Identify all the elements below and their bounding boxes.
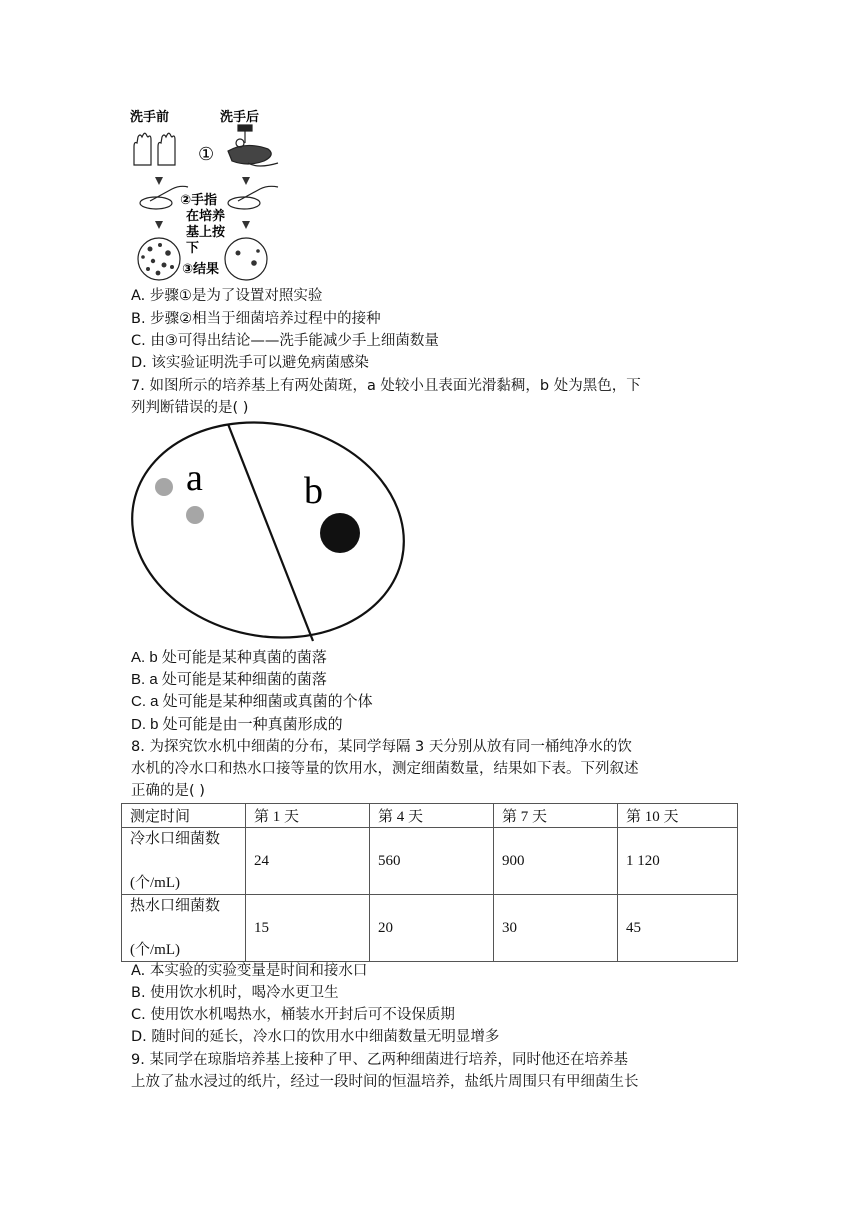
q6-option-b: B. 步骤②相当于细菌培养过程中的接种 [131,311,381,327]
row-label-line: 热水口细菌数 [130,898,221,914]
petri-dish-before [138,238,180,280]
table-cell: 20 [370,895,494,962]
colony-a1 [155,478,173,496]
q9-stem-line1: 9. 某同学在琼脂培养基上接种了甲、乙两种细菌进行培养，同时他还在培养基 [131,1052,628,1068]
label-after-wash: 洗手后 [220,110,260,125]
row-label-spacer [130,917,237,939]
table-cell: 45 [618,895,738,962]
table-header-cell: 测定时间 [122,804,246,828]
hands-before-icon [134,133,175,165]
step2-line4: 下 [186,241,200,256]
washing-hands-icon [228,125,278,166]
q8-option-c: C. 使用饮水机喝热水，桶装水开封后可不设保质期 [131,1007,455,1023]
q8-option-b: B. 使用饮水机时，喝冷水更卫生 [131,985,339,1001]
handwash-figure [128,103,293,283]
q7-option-a: A. b 处可能是某种真菌的菌落 [131,649,327,666]
q8-stem-line3: 正确的是( ) [131,783,205,799]
row-label-hot [122,895,246,962]
table-header-row [122,804,738,828]
table-cell: 900 [494,828,618,895]
q7-option-c: C. a 处可能是某种细菌或真菌的个体 [131,693,373,710]
table-row [122,828,738,895]
table-cell: 30 [494,895,618,962]
table-header-cell: 第 1 天 [246,804,370,828]
petri-dish-after [225,238,267,280]
q6-option-a: A. 步骤①是为了设置对照实验 [131,288,323,304]
bacteria-count-table [121,803,738,962]
culture-dish-figure [128,420,410,645]
q7-stem-line1: 7. 如图所示的培养基上有两处菌斑，a 处较小且表面光滑黏稠，b 处为黑色，下 [131,378,641,394]
row-label-line: (个/mL) [130,875,180,891]
q7-option-b: B. a 处可能是某种细菌的菌落 [131,671,327,688]
q8-option-d: D. 随时间的延长，冷水口的饮用水中细菌数量无明显增多 [131,1029,500,1045]
row-label-cold [122,828,246,895]
colony-b [320,513,360,553]
table-cell: 24 [246,828,370,895]
row-label-spacer [130,850,237,872]
region-label-a: a [186,457,203,499]
table-cell: 560 [370,828,494,895]
table-header-cell: 第 10 天 [618,804,738,828]
q6-option-d: D. 该实验证明洗手可以避免病菌感染 [131,355,369,371]
region-label-b: b [304,470,323,512]
step3-label: ③结果 [182,262,220,277]
q8-stem-line2: 水机的冷水口和热水口接等量的饮用水，测定细菌数量，结果如下表。下列叙述 [131,761,639,777]
q7-option-d: D. b 处可能是由一种真菌形成的 [131,716,343,733]
step2-line3: 基上按 [186,225,226,240]
table-cell: 15 [246,895,370,962]
q7-stem-line2: 列判断错误的是( ) [131,400,249,416]
table-cell: 1 120 [618,828,738,895]
q6-option-c: C. 由③可得出结论——洗手能减少手上细菌数量 [131,333,439,349]
q8-option-a: A. 本实验的实验变量是时间和接水口 [131,963,368,979]
row-label-line: (个/mL) [130,942,180,958]
q9-stem-line2: 上放了盐水浸过的纸片，经过一段时间的恒温培养，盐纸片周围只有甲细菌生长 [131,1074,639,1090]
table-row [122,895,738,962]
label-before-wash: 洗手前 [130,110,170,125]
row-label-line: 冷水口细菌数 [130,831,221,847]
table-header-cell: 第 7 天 [494,804,618,828]
table-header-cell: 第 4 天 [370,804,494,828]
step1-marker: ① [198,144,215,165]
step2-line1: ②手指 [180,193,218,208]
step2-line2: 在培养 [186,209,226,224]
q8-stem-line1: 8. 为探究饮水机中细菌的分布，某同学每隔 3 天分别从放有同一桶纯净水的饮 [131,739,632,755]
colony-a2 [186,506,204,524]
